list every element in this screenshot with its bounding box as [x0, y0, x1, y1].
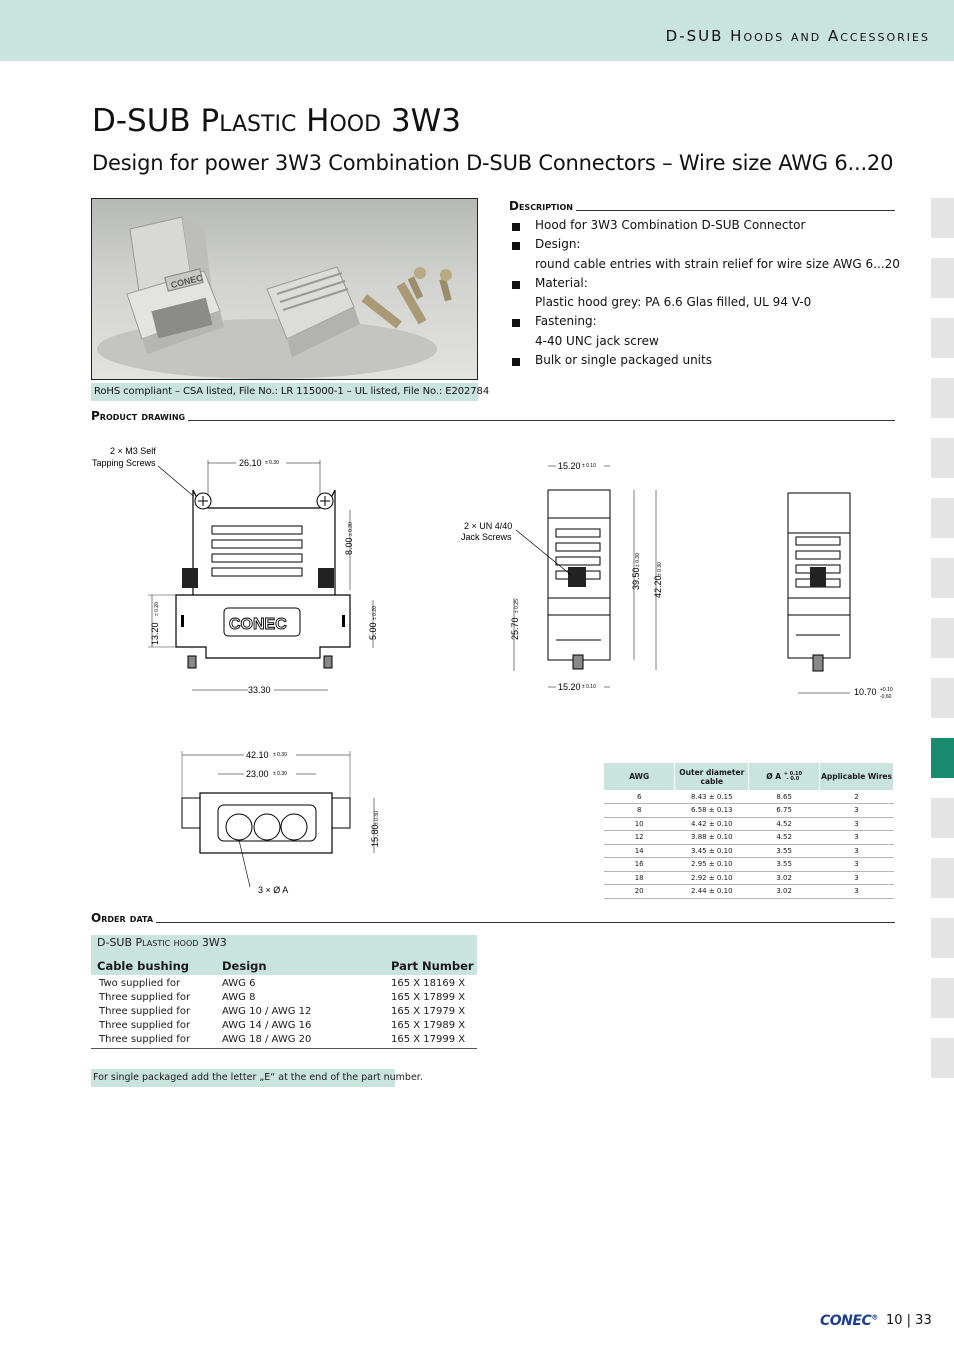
section-tab[interactable] [931, 198, 954, 238]
packaging-note: For single packaged add the letter „E“ at the end of the part number. [91, 1069, 395, 1087]
svg-text:39.50: 39.50 [631, 567, 641, 590]
svg-text:5.00: 5.00 [368, 622, 378, 640]
side-view-drawing [456, 445, 666, 700]
section-tab[interactable] [931, 678, 954, 718]
svg-text:25.70: 25.70 [510, 617, 520, 640]
table-row: Three supplied for AWG 8 165 X 17899 X [99, 992, 466, 1003]
section-tab[interactable] [931, 498, 954, 538]
svg-text:± 0.20: ± 0.20 [372, 606, 378, 620]
svg-text:± 0.30: ± 0.30 [273, 771, 287, 777]
table-row: Two supplied for AWG 6 165 X 18169 X [99, 978, 466, 989]
section-tab-active[interactable] [931, 738, 954, 778]
outer-diameter-header: Outer diameter cable [675, 763, 749, 790]
table-row: 8 6.58 ± 0.13 6.75 3 [604, 804, 894, 818]
list-item: Material: Plastic hood grey: PA 6.6 Glas filled, UL 94 V-0 [511, 274, 901, 313]
hood-photo-illustration [92, 199, 477, 379]
svg-text:± 0.10: ± 0.10 [582, 684, 596, 690]
table-row: 12 3.88 ± 0.10 4.52 3 [604, 831, 894, 845]
svg-text:33.30: 33.30 [248, 685, 271, 695]
svg-text:Tapping Screws: Tapping Screws [92, 458, 156, 468]
section-tab[interactable] [931, 258, 954, 298]
design-header: Design [222, 959, 267, 973]
svg-text:15.20: 15.20 [558, 461, 581, 471]
order-data-rule [91, 922, 895, 923]
order-table-title: D-SUB Plastic hood 3W3 [97, 936, 227, 949]
svg-text:26.10: 26.10 [239, 458, 262, 468]
svg-text:3 × Ø A: 3 × Ø A [258, 885, 289, 895]
svg-text:± 0.30: ± 0.30 [657, 562, 663, 576]
table-row: 10 4.42 ± 0.10 4.52 3 [604, 817, 894, 831]
table-row: Three supplied for AWG 10 / AWG 12 165 X 17979 X [99, 1006, 466, 1017]
svg-text:+0.10: +0.10 [880, 687, 893, 693]
svg-text:CONEC: CONEC [229, 616, 287, 633]
svg-text:2 × M3 Self: 2 × M3 Self [110, 446, 156, 456]
section-tab[interactable] [931, 858, 954, 898]
awg-header: AWG [604, 763, 675, 790]
svg-text:8.00: 8.00 [344, 537, 354, 555]
table-row: Three supplied for AWG 14 / AWG 16 165 X 17989 X [99, 1020, 466, 1031]
table-row: 6 8.43 ± 0.15 8.65 2 [604, 790, 894, 804]
svg-text:± 0.20: ± 0.20 [154, 602, 160, 616]
section-tab[interactable] [931, 558, 954, 598]
conec-logo: CONEC® [820, 1313, 878, 1329]
section-tab[interactable] [931, 1038, 954, 1078]
section-tab[interactable] [931, 618, 954, 658]
svg-text:± 0.30: ± 0.30 [273, 752, 287, 758]
order-table-header [91, 935, 477, 975]
list-item: Design: round cable entries with strain relief for wire size AWG 6...20 [511, 235, 901, 274]
front-view-drawing [88, 440, 408, 700]
product-drawing-heading: Product drawing [91, 409, 188, 423]
section-tab[interactable] [931, 798, 954, 838]
cable-bushing-header: Cable bushing [97, 959, 189, 973]
svg-text:2 × UN 4/40: 2 × UN 4/40 [464, 521, 513, 531]
awg-table [604, 763, 894, 899]
table-row: 14 3.45 ± 0.10 3.55 3 [604, 844, 894, 858]
section-title: D-SUB Hoods and Accessories [665, 27, 930, 45]
list-item: Fastening: 4-40 UNC jack screw [511, 312, 901, 351]
diameter-a-header: Ø A + 0.10 - 0.0 [749, 763, 820, 790]
svg-text:-0.60: -0.60 [880, 694, 892, 700]
description-heading: Description [509, 199, 576, 213]
svg-text:± 0.10: ± 0.10 [582, 463, 596, 469]
svg-text:± 0.30: ± 0.30 [374, 811, 380, 825]
svg-text:15.80: 15.80 [370, 824, 380, 847]
list-item: Bulk or single packaged units [511, 351, 901, 370]
narrow-side-drawing [770, 485, 900, 705]
svg-text:13.20: 13.20 [150, 622, 160, 645]
product-drawing-rule [91, 420, 895, 421]
page-number: 10 | 33 [886, 1313, 932, 1328]
description-list [511, 216, 901, 370]
table-row: 16 2.95 ± 0.10 3.55 3 [604, 858, 894, 872]
svg-text:± 0.25: ± 0.25 [514, 599, 520, 613]
section-tabs [931, 198, 954, 1098]
page-title: D-SUB Plastic Hood 3W3 [92, 103, 461, 139]
svg-text:± 0.30: ± 0.30 [635, 553, 641, 567]
svg-text:± 0.30: ± 0.30 [348, 522, 354, 536]
svg-text:± 0.30: ± 0.30 [265, 460, 279, 466]
svg-text:Jack Screws: Jack Screws [461, 532, 512, 542]
svg-text:CONEC: CONEC [169, 272, 204, 291]
applicable-wires-header: Applicable Wires [820, 763, 894, 790]
order-table-body [91, 977, 477, 1049]
section-tab[interactable] [931, 978, 954, 1018]
bottom-view-drawing [176, 745, 396, 900]
section-tab[interactable] [931, 918, 954, 958]
section-tab[interactable] [931, 438, 954, 478]
table-row: 20 2.44 ± 0.10 3.02 3 [604, 885, 894, 899]
svg-text:23.00: 23.00 [246, 769, 269, 779]
svg-text:15.20: 15.20 [558, 682, 581, 692]
product-photo [91, 198, 478, 380]
section-tab[interactable] [931, 318, 954, 358]
table-row: Three supplied for AWG 18 / AWG 20 165 X 17999 X [99, 1034, 466, 1045]
order-data-heading: Order data [91, 911, 156, 925]
svg-text:10.70: 10.70 [854, 687, 877, 697]
section-tab[interactable] [931, 378, 954, 418]
table-row: 18 2.92 ± 0.10 3.02 3 [604, 871, 894, 885]
page-subtitle: Design for power 3W3 Combination D-SUB Connectors – Wire size AWG 6...20 [92, 151, 894, 175]
rohs-caption: RoHS compliant – CSA listed, File No.: LR 115000-1 – UL listed, File No.: E202784 [91, 383, 478, 401]
list-item: Hood for 3W3 Combination D-SUB Connector [511, 216, 901, 235]
svg-text:42.20: 42.20 [653, 575, 663, 598]
part-number-header: Part Number [391, 959, 474, 973]
svg-text:42.10: 42.10 [246, 750, 269, 760]
header-band [0, 0, 954, 61]
